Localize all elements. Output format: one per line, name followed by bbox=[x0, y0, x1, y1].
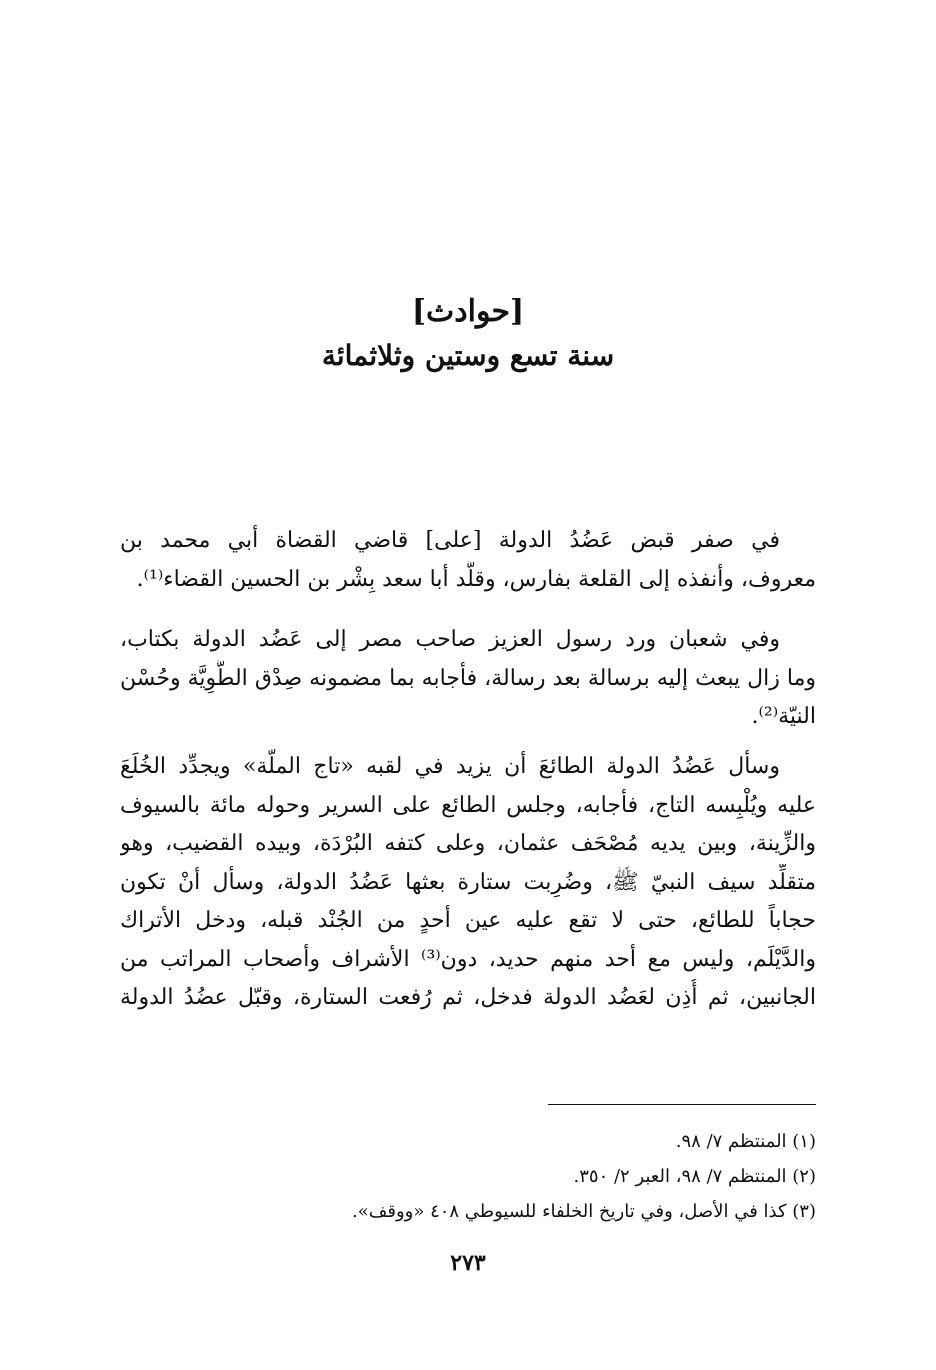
paragraph-line: حجاباً للطائع، حتى لا تقع عليه عين أحدٍ من الجُنْد قبله، ودخل الأتراك bbox=[120, 908, 816, 933]
page-number: ٢٧٣ bbox=[450, 1250, 486, 1276]
paragraph-line: والزِّينة، وبين يديه مُصْحَف عثمان، وعلى كتفه البُرْدَة، وبيده القضيب، وهو bbox=[120, 831, 816, 856]
paragraph-line: النيّة⁽²⁾. bbox=[751, 704, 816, 729]
footnote-2: (٢) المنتظم ٧/ ٩٨، العبر ٢/ ٣٥٠. bbox=[573, 1166, 816, 1187]
paragraph-line: عليه ويُلْبِسه التاج، فأجابه، وجلس الطائع على السرير وحوله مائة بالسيوف bbox=[120, 792, 816, 818]
section-title: [حوادث] bbox=[411, 294, 525, 329]
footnote-separator bbox=[548, 1104, 816, 1105]
paragraph-line: الجانبين، ثم أُذِن لعَضُد الدولة فدخل، ثم رُفعت الستارة، وقبّل عضُدُ الدولة bbox=[120, 985, 816, 1010]
paragraph-1 bbox=[120, 522, 816, 599]
year-subtitle: سنة تسع وستين وثلاثمائة bbox=[321, 339, 615, 372]
footnote-1: (١) المنتظم ٧/ ٩٨. bbox=[675, 1131, 816, 1152]
paragraph-2 bbox=[120, 621, 816, 737]
footnotes bbox=[120, 1124, 816, 1229]
paragraph-line: معروف، وأنفذه إلى القلعة بفارس، وقلَّد أبا سعد بِشْر بن الحسين القضاء⁽¹⁾. bbox=[136, 566, 816, 592]
paragraph-line: والدَّيْلَم، وليس مع أحد منهم حديد، دون⁽³⁾ الأشراف وأصحاب المراتب من bbox=[120, 946, 816, 972]
paragraph-3 bbox=[120, 748, 816, 1018]
paragraph-line: وما زال يبعث إليه برسالة بعد رسالة، فأجابه بما مضمونه صِدْق الطَّوِيَّة وحُسْن bbox=[120, 665, 816, 691]
paragraph-line: وفي شعبان ورد رسول العزيز صاحب مصر إلى عَضُد الدولة بكتاب، bbox=[120, 627, 780, 652]
paragraph-line: متقلِّد سيف النبيّ ﷺ، وضُرِبت ستارة بعثها عَضُدُ الدولة، وسأل أنْ تكون bbox=[120, 869, 816, 895]
paragraph-line: وسأل عَضُدُ الدولة الطائعَ أن يزيد في لقبه «تاج الملّة» ويجدِّد الخُلَعَ bbox=[120, 754, 780, 779]
paragraph-line: في صفر قبض عَضُدُ الدولة [على] قاضي القضاة أبي محمد بن bbox=[120, 528, 780, 553]
footnote-3: (٣) كذا في الأصل، وفي تاريخ الخلفاء للسيوطي ٤٠٨ «ووقف». bbox=[351, 1201, 816, 1222]
